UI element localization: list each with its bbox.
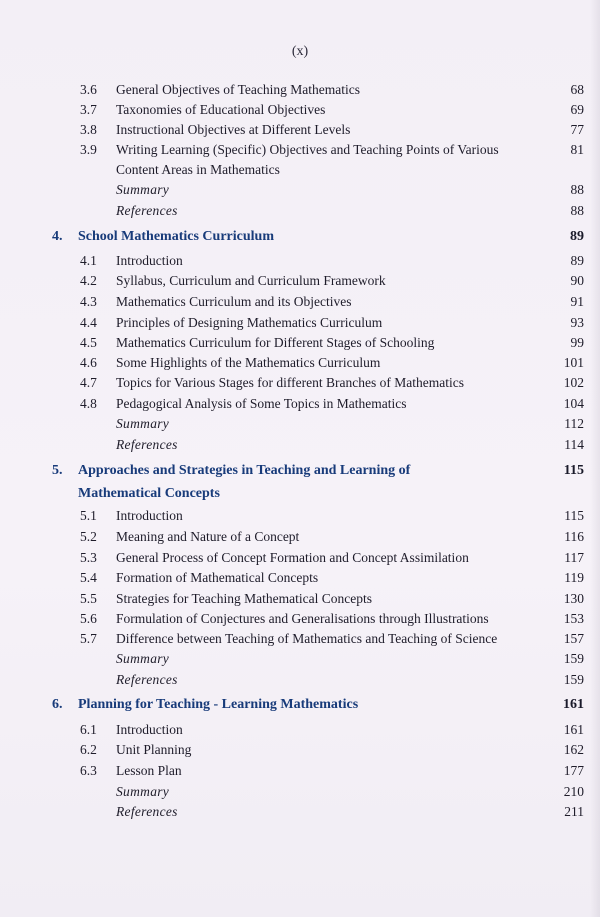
- toc-entry-summary[interactable]: [0, 782, 600, 802]
- section-number: 5.3: [80, 550, 97, 565]
- section-number: 3.6: [80, 82, 97, 97]
- section-title: Unit Planning: [116, 742, 192, 757]
- section-page: 77: [570, 122, 584, 137]
- section-title: Difference between Teaching of Mathematics and Teaching of Science: [116, 631, 498, 646]
- toc-entry-summary[interactable]: [0, 649, 600, 669]
- section-page: 119: [564, 570, 584, 585]
- section-title: Mathematics Curriculum for Different Stages of Schooling: [116, 335, 435, 350]
- section-title: Instructional Objectives at Different Levels: [116, 122, 351, 137]
- page-number: (x): [291, 44, 309, 59]
- references-label: References: [116, 437, 178, 452]
- section-page: 90: [570, 273, 584, 288]
- toc-entry[interactable]: [0, 120, 600, 140]
- section-page: 104: [563, 396, 584, 411]
- chapter-title: Planning for Teaching - Learning Mathematics: [78, 697, 359, 712]
- chapter-page: 89: [570, 229, 584, 244]
- toc-entry-references[interactable]: [0, 201, 600, 221]
- section-number: 4.4: [80, 315, 97, 330]
- section-number: 5.1: [80, 508, 97, 523]
- section-title: Introduction: [116, 253, 183, 268]
- section-page: 102: [563, 375, 584, 390]
- section-title: General Objectives of Teaching Mathematics: [116, 82, 360, 97]
- section-title: Formulation of Conjectures and Generalisations through Illustrations: [116, 611, 489, 626]
- toc-entry-continuation: [0, 160, 600, 180]
- chapter-number: 6.: [52, 697, 63, 712]
- section-title: Pedagogical Analysis of Some Topics in Mathematics: [116, 396, 407, 411]
- section-page: 130: [563, 591, 584, 606]
- toc-entry[interactable]: [0, 568, 600, 588]
- section-title: Strategies for Teaching Mathematical Concepts: [116, 591, 372, 606]
- section-title: Lesson Plan: [116, 763, 182, 778]
- toc-entry[interactable]: [0, 271, 600, 291]
- section-number: 5.4: [80, 570, 97, 585]
- toc-entry-references[interactable]: [0, 670, 600, 690]
- references-label: References: [116, 203, 178, 218]
- section-title: Mathematics Curriculum and its Objectives: [116, 294, 352, 309]
- section-page: 153: [563, 611, 584, 626]
- section-page: 115: [564, 508, 584, 523]
- toc-entry[interactable]: [0, 609, 600, 629]
- section-page: 93: [570, 315, 584, 330]
- section-title: Formation of Mathematical Concepts: [116, 570, 319, 585]
- section-page: 101: [563, 355, 584, 370]
- section-page: 112: [564, 416, 584, 431]
- toc-entry[interactable]: [0, 761, 600, 781]
- summary-label: Summary: [116, 416, 170, 431]
- section-page: 88: [570, 182, 584, 197]
- section-title: Topics for Various Stages for different Branches of Mathematics: [116, 375, 464, 390]
- section-title: Taxonomies of Educational Objectives: [116, 102, 326, 117]
- section-title: Meaning and Nature of a Concept: [116, 529, 300, 544]
- references-label: References: [116, 804, 178, 819]
- section-number: 3.8: [80, 122, 97, 137]
- chapter-heading[interactable]: [0, 227, 600, 247]
- toc-entry[interactable]: [0, 100, 600, 120]
- toc-entry[interactable]: [0, 292, 600, 312]
- chapter-page: 115: [563, 463, 584, 478]
- section-title: Syllabus, Curriculum and Curriculum Framework: [116, 273, 386, 288]
- toc-entry[interactable]: [0, 251, 600, 271]
- toc-entry[interactable]: [0, 506, 600, 526]
- section-page: 162: [563, 742, 584, 757]
- chapter-title-continued: Mathematical Concepts: [78, 486, 220, 501]
- section-page: 114: [564, 437, 584, 452]
- chapter-page: 161: [563, 697, 584, 712]
- references-label: References: [116, 672, 178, 687]
- summary-label: Summary: [116, 784, 170, 799]
- section-number: 4.7: [80, 375, 97, 390]
- toc-entry-references[interactable]: [0, 435, 600, 455]
- toc-entry-summary[interactable]: [0, 180, 600, 200]
- section-title-continued: Content Areas in Mathematics: [116, 162, 280, 177]
- chapter-heading[interactable]: [0, 695, 600, 715]
- toc-entry[interactable]: [0, 80, 600, 100]
- toc-entry[interactable]: [0, 333, 600, 353]
- summary-label: Summary: [116, 182, 170, 197]
- section-page: 91: [570, 294, 584, 309]
- section-page: 89: [570, 253, 584, 268]
- chapter-title: Approaches and Strategies in Teaching and Learning of: [78, 463, 411, 478]
- section-number: 4.6: [80, 355, 97, 370]
- section-number: 3.9: [80, 142, 97, 157]
- toc-entry[interactable]: [0, 589, 600, 609]
- section-number: 4.1: [80, 253, 97, 268]
- section-page: 116: [564, 529, 584, 544]
- toc-entry-summary[interactable]: [0, 414, 600, 434]
- section-number: 5.5: [80, 591, 97, 606]
- section-page: 210: [563, 784, 584, 799]
- chapter-number: 5.: [52, 463, 63, 478]
- section-page: 99: [570, 335, 584, 350]
- section-title: General Process of Concept Formation and Concept Assimilation: [116, 550, 469, 565]
- section-number: 4.3: [80, 294, 97, 309]
- toc-entry[interactable]: [0, 740, 600, 760]
- section-page: 177: [563, 763, 584, 778]
- section-number: 4.8: [80, 396, 97, 411]
- section-title: Introduction: [116, 508, 183, 523]
- chapter-heading-continuation: [0, 484, 600, 504]
- section-number: 4.5: [80, 335, 97, 350]
- chapter-title: School Mathematics Curriculum: [78, 229, 274, 244]
- section-page: 117: [564, 550, 584, 565]
- chapter-heading[interactable]: [0, 461, 600, 481]
- section-title: Writing Learning (Specific) Objectives and Teaching Points of Various: [116, 142, 499, 157]
- section-number: 5.2: [80, 529, 97, 544]
- section-number: 6.3: [80, 763, 97, 778]
- section-page: 161: [563, 722, 584, 737]
- section-page: 159: [563, 651, 584, 666]
- section-page: 159: [563, 672, 584, 687]
- toc-entry[interactable]: [0, 629, 600, 649]
- section-page: 88: [570, 203, 584, 218]
- section-page: 68: [570, 82, 584, 97]
- toc-entry[interactable]: [0, 527, 600, 547]
- section-number: 4.2: [80, 273, 97, 288]
- section-page: 81: [570, 142, 584, 157]
- section-number: 5.7: [80, 631, 97, 646]
- section-page: 211: [564, 804, 584, 819]
- section-number: 6.1: [80, 722, 97, 737]
- section-number: 3.7: [80, 102, 97, 117]
- section-number: 6.2: [80, 742, 97, 757]
- toc-entry[interactable]: [0, 140, 600, 160]
- section-page: 157: [563, 631, 584, 646]
- section-title: Introduction: [116, 722, 183, 737]
- section-page: 69: [570, 102, 584, 117]
- section-number: 5.6: [80, 611, 97, 626]
- section-title: Principles of Designing Mathematics Curriculum: [116, 315, 383, 330]
- chapter-number: 4.: [52, 229, 63, 244]
- page-spine-shadow: [590, 0, 600, 917]
- toc-entry[interactable]: [0, 373, 600, 393]
- toc-entry[interactable]: [0, 548, 600, 568]
- toc-entry[interactable]: [0, 394, 600, 414]
- summary-label: Summary: [116, 651, 170, 666]
- section-title: Some Highlights of the Mathematics Curriculum: [116, 355, 381, 370]
- toc-entry-references[interactable]: [0, 802, 600, 822]
- toc-entry[interactable]: [0, 720, 600, 740]
- toc-entry[interactable]: [0, 353, 600, 373]
- toc-entry[interactable]: [0, 313, 600, 333]
